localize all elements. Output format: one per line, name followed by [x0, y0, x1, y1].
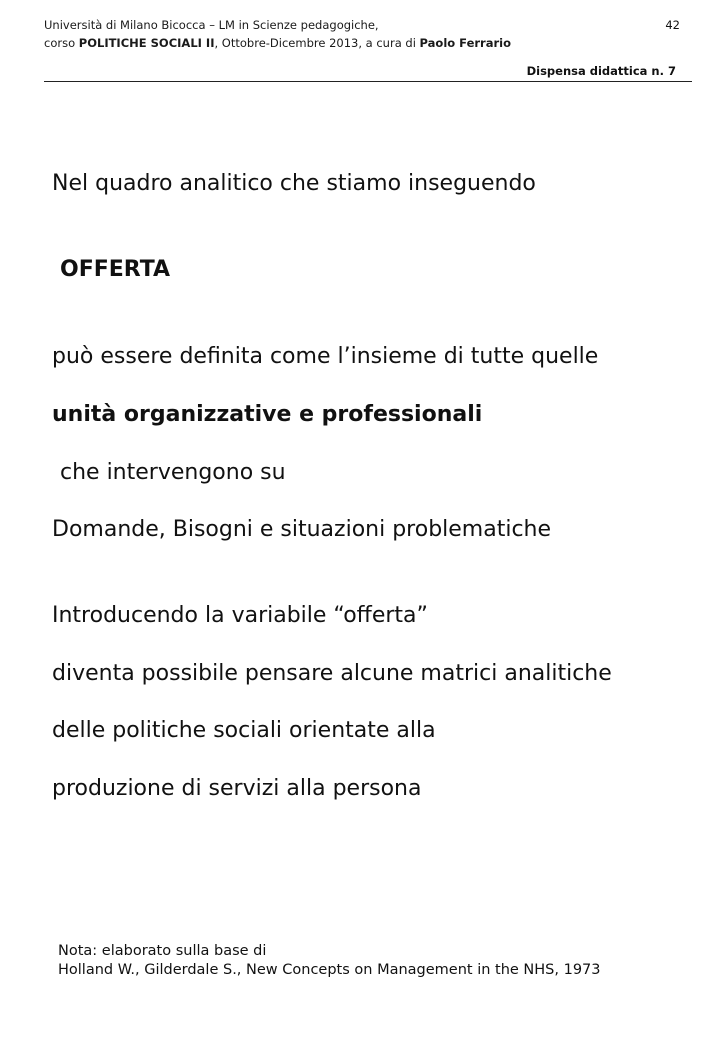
- note-line-2: Holland W., Gilderdale S., New Concepts on Management in the NHS, 1973: [58, 962, 601, 978]
- header-author: Paolo Ferrario: [419, 36, 511, 50]
- body-line-1: Nel quadro analitico che stiamo inseguendo: [52, 171, 536, 196]
- header-course-prefix: corso: [44, 36, 79, 50]
- header-institution: Università di Milano Bicocca – LM in Scienze pedagogiche,: [44, 18, 379, 32]
- header-rule: [44, 81, 692, 82]
- note-line-1: Nota: elaborato sulla base di: [58, 943, 267, 959]
- body-heading-offerta: OFFERTA: [60, 257, 171, 282]
- page-header: [44, 14, 692, 84]
- handout-label: Dispensa didattica n. 7: [526, 64, 676, 78]
- header-course-dates: , Ottobre-Dicembre 2013, a cura di: [214, 36, 420, 50]
- header-course-line: [44, 36, 511, 50]
- body-line-7: Introducendo la variabile “offerta”: [52, 603, 428, 628]
- body-line-8: diventa possibile pensare alcune matrici analitiche: [52, 661, 612, 686]
- body-line-10: produzione di servizi alla persona: [52, 776, 422, 801]
- body-line-6: Domande, Bisogni e situazioni problematiche: [52, 517, 552, 542]
- page-number: 42: [665, 18, 680, 32]
- body-line-9: delle politiche sociali orientate alla: [52, 718, 436, 743]
- body-line-5: che intervengono su: [60, 460, 286, 485]
- body-line-4: unità organizzative e professionali: [52, 402, 483, 427]
- body-line-3: può essere definita come l’insieme di tutte quelle: [52, 344, 599, 369]
- header-course-name: POLITICHE SOCIALI II: [78, 36, 215, 50]
